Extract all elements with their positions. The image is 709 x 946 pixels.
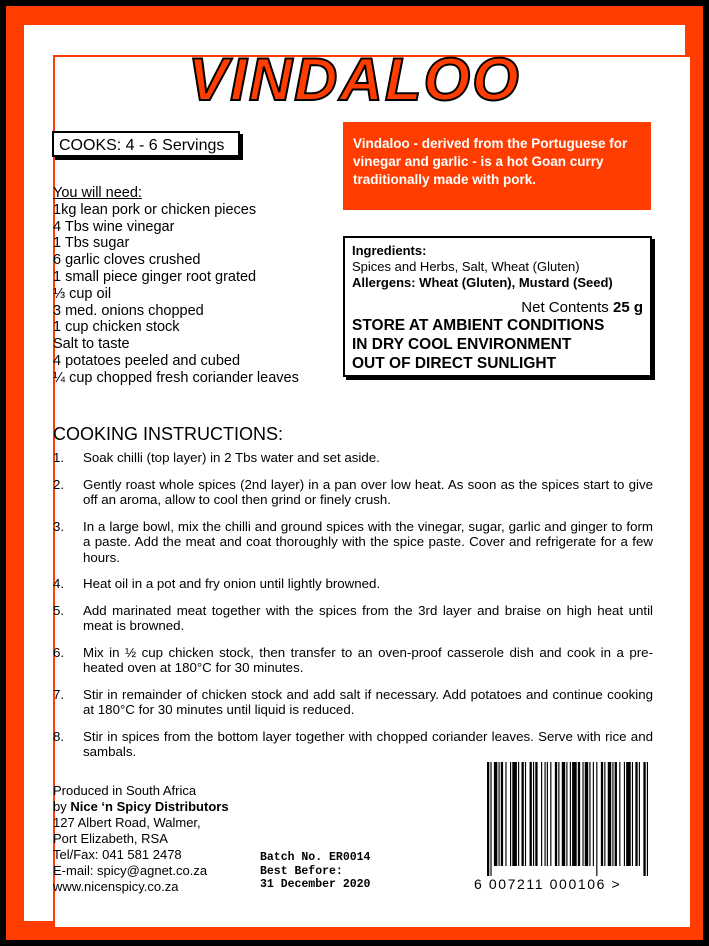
needed-item: ¼ cup chopped fresh coriander leaves	[53, 369, 299, 386]
needed-item: ⅓ cup oil	[53, 285, 112, 302]
step-number: 5.	[53, 602, 65, 618]
step-number: 2.	[53, 476, 65, 492]
barcode-bar	[596, 762, 597, 876]
best-before-label: Best Before:	[260, 864, 343, 878]
producer-info	[53, 783, 229, 895]
product-title: VINDALOO	[188, 46, 521, 113]
barcode-bar	[626, 762, 631, 866]
producer-company-line	[53, 799, 229, 815]
barcode-bar	[510, 762, 511, 866]
by-label: by	[53, 799, 67, 814]
needed-item: 4 Tbs wine vinegar	[53, 218, 175, 235]
barcode-bar	[558, 762, 559, 866]
barcode-bar	[535, 762, 537, 866]
barcode-bar	[566, 762, 567, 866]
barcode-bar	[604, 762, 605, 866]
servings-box: COOKS: 4 - 6 Servings	[52, 131, 240, 157]
barcode-bar	[530, 762, 532, 866]
barcode-bar	[624, 762, 625, 866]
barcode-bar	[525, 762, 526, 866]
barcode-bar	[632, 762, 633, 866]
barcode-bar	[501, 762, 503, 866]
barcode-bar	[589, 762, 590, 866]
barcode-bar	[533, 762, 534, 866]
barcode-bar	[647, 762, 648, 876]
barcode-bar	[499, 762, 500, 866]
instruction-step	[53, 603, 653, 634]
barcode-left-digits: 007211	[488, 876, 545, 892]
phone: Tel/Fax: 041 581 2478	[53, 847, 182, 862]
barcode-bar	[601, 762, 603, 866]
barcode-bar	[570, 762, 571, 866]
storage-line: STORE AT AMBIENT CONDITIONS	[352, 317, 605, 334]
needed-item: 4 potatoes peeled and cubed	[53, 352, 241, 369]
instruction-step	[53, 645, 653, 676]
barcode-bar	[562, 762, 565, 866]
barcode-bar	[522, 762, 524, 866]
email: E-mail: spicy@agnet.co.za	[53, 863, 208, 878]
best-before-date: 31 December 2020	[260, 878, 371, 891]
barcode-bar	[505, 762, 506, 866]
barcode-bar	[585, 762, 588, 866]
ingredients-box	[343, 236, 652, 377]
barcode-end-mark: >	[611, 876, 622, 892]
step-number: 3.	[53, 518, 65, 534]
storage-line: OUT OF DIRECT SUNLIGHT	[352, 355, 557, 372]
barcode-bar	[639, 762, 640, 866]
produced-in: Produced in South Africa	[53, 783, 197, 798]
instruction-step	[53, 519, 653, 566]
step-number: 7.	[53, 686, 65, 702]
barcode-bar	[487, 762, 489, 876]
instructions-list	[53, 450, 653, 771]
instruction-step	[53, 729, 653, 760]
allergens: Allergens: Wheat (Gluten), Mustard (Seed)	[352, 275, 613, 290]
needed-item: 6 garlic cloves crushed	[53, 252, 201, 269]
barcode-bar	[612, 762, 613, 866]
barcode-bar	[512, 762, 517, 866]
net-contents	[352, 300, 643, 316]
barcode-first-digit: 6	[474, 876, 484, 892]
step-number: 4.	[53, 576, 65, 591]
net-contents-value: 25 g	[612, 299, 643, 316]
barcode-bars	[483, 762, 653, 876]
step-text: Mix in ½ cup chicken stock, then transfer to an oven-proof casserole dish and cook in a pre-heated oven at 180°C for 30 minutes.	[83, 644, 653, 675]
barcode-bar	[619, 762, 620, 866]
address-line: 127 Albert Road, Walmer,	[53, 815, 201, 830]
batch-info	[260, 851, 370, 892]
barcode-bar	[572, 762, 577, 866]
step-text: Stir in remainder of chicken stock and add salt if necessary. Add potatoes and continue cooking at 180°C for 30 minutes until liquid is reduced.	[83, 686, 653, 717]
address-line: Port Elizabeth, RSA	[53, 831, 168, 846]
needed-item: 1kg lean pork or chicken pieces	[53, 201, 257, 218]
step-text: In a large bowl, mix the chilli and ground spices with the vinegar, sugar, garlic and ginger to form a paste. Add the meat and coat thoroughly with the spice paste. Cover and refrigerate for a few hours.	[83, 518, 653, 565]
barcode-bar	[494, 762, 497, 866]
batch-number: Batch No. ER0014	[260, 851, 371, 864]
barcode-bar	[635, 762, 637, 866]
step-text: Gently roast whole spices (2nd layer) in a pan over low heat. As soon as the spices start to give off an aroma, allow to cool then grind or finely crush.	[83, 476, 653, 507]
step-number: 6.	[53, 644, 65, 660]
step-number: 8.	[53, 728, 65, 744]
barcode-bar	[550, 762, 551, 866]
barcode-bar	[615, 762, 617, 866]
needed-item: 1 small piece ginger root grated	[53, 268, 257, 285]
website: www.nicenspicy.co.za	[53, 879, 179, 894]
barcode-bar	[541, 762, 542, 866]
ingredients-list: Spices and Herbs, Salt, Wheat (Gluten)	[352, 259, 580, 274]
barcode-bar	[518, 762, 519, 866]
needed-item: 1 Tbs sugar	[53, 235, 130, 252]
needed-item: 1 cup chicken stock	[53, 319, 180, 336]
barcode-bar	[593, 762, 594, 866]
net-contents-label: Net Contents	[521, 299, 609, 316]
instruction-step	[53, 477, 653, 508]
company-name: Nice ‘n Spicy Distributors	[70, 799, 229, 814]
description-box: Vindaloo - derived from the Portuguese for vinegar and garlic - is a hot Goan curry traditionally made with pork.	[343, 122, 651, 210]
step-number: 1.	[53, 450, 65, 465]
barcode-bar	[608, 762, 611, 866]
barcode-bar	[643, 762, 645, 876]
storage-line: IN DRY COOL ENVIRONMENT	[352, 336, 572, 353]
barcode-digits	[474, 876, 621, 892]
barcode-bar	[555, 762, 557, 866]
barcode-bar	[490, 762, 491, 876]
barcode-bar	[547, 762, 548, 866]
step-text: Add marinated meat together with the spices from the 3rd layer and braise on high heat until meat is browned.	[83, 602, 653, 633]
barcode-bar	[578, 762, 580, 866]
needed-item: Salt to taste	[53, 336, 130, 353]
ingredients-needed	[53, 185, 299, 387]
instruction-step	[53, 687, 653, 718]
needed-heading: You will need:	[53, 185, 142, 201]
ingredients-heading: Ingredients:	[352, 243, 427, 258]
barcode-right-digits: 000106	[549, 876, 606, 892]
step-text: Stir in spices from the bottom layer together with chopped coriander leaves. Serve with rice and sambals.	[83, 728, 653, 759]
instructions-heading: COOKING INSTRUCTIONS:	[53, 424, 284, 444]
barcode-bar	[582, 762, 583, 866]
step-text: Heat oil in a pot and fry onion until lightly browned.	[83, 576, 381, 591]
step-text: Soak chilli (top layer) in 2 Tbs water and set aside.	[83, 450, 380, 465]
instruction-step	[53, 576, 653, 592]
barcode-bar	[545, 762, 546, 866]
needed-item: 3 med. onions chopped	[53, 302, 204, 319]
instruction-step	[53, 450, 653, 466]
